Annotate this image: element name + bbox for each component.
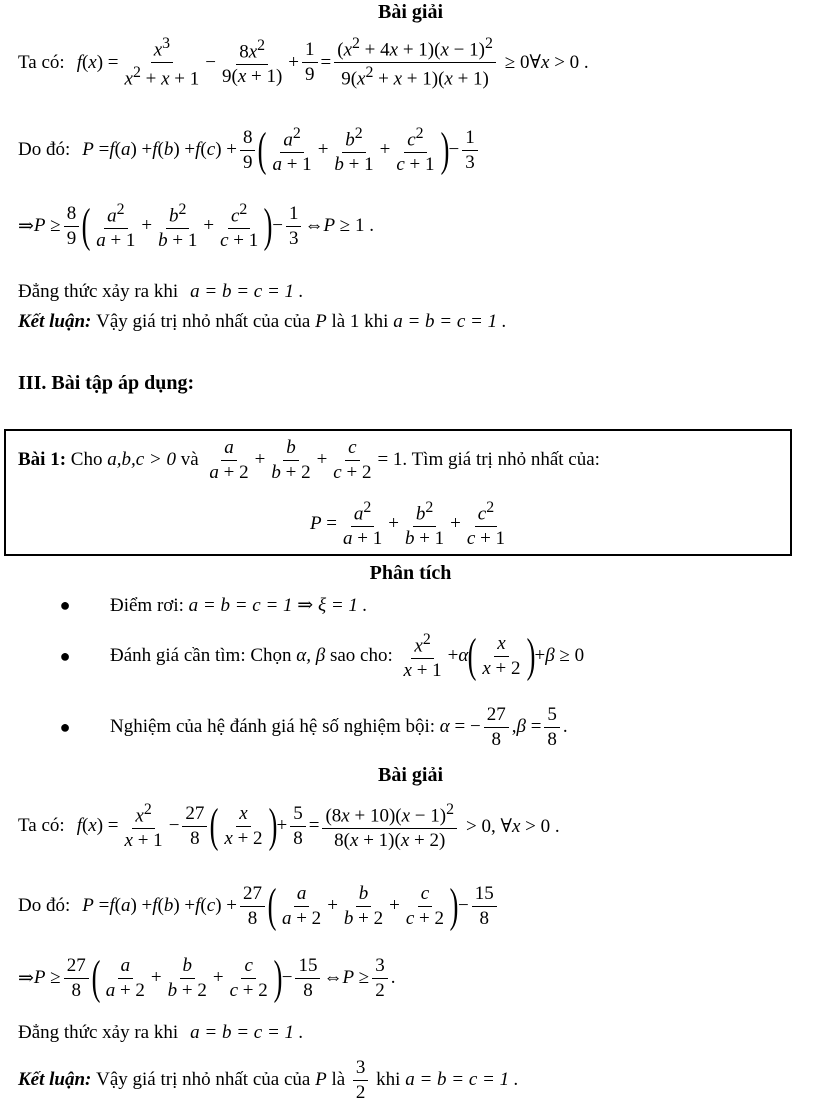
bullet-3: ● Nghiệm của hệ đánh giá hệ số nghiệm bội: α = − 27 8 , β = 5 8 . [20, 703, 821, 752]
bullet-2: ● Đánh giá cần tìm: Chọn α, β sao cho: $x^2$ x + 1 + α ( x x + 2 ) + β ≥ 0 [20, 630, 821, 683]
solution-heading-2: Bài giải [377, 764, 443, 786]
section-heading: III. Bài tập áp dụng: [18, 372, 195, 394]
bullet-dot: ● [59, 595, 71, 615]
problem-statement: Bài 1: Cho a,b,c > 0 và a a + 2 + b b + 2 + c c + 2 = 1 . Tìm giá trị nhỏ nhất của: [18, 437, 600, 483]
sol2-conclusion: Kết luận: Vậy giá trị nhỏ nhất của của P là 3 2 khi a = b = c = 1 . [18, 1057, 519, 1103]
sol1-inequality-line: ⇒ P ≥ 8 9 ( $a^2$ a + 1 + $b^2$ b + 1 + $c^2$ c + 1 ) − 1 3 ⇔ P ≥ 1 . [18, 199, 374, 253]
bullet-dot: ● [59, 645, 71, 666]
sol2-sum-line: Do đó: P = f ( a ) + f ( b ) + f ( c ) + 27 8 ( a a + 2 + b b + 2 + c c + 2 ) − 15 8 [18, 882, 821, 931]
sol1-conclusion: Kết luận: Vậy giá trị nhỏ nhất của của P là 1 khi a = b = c = 1 . [18, 311, 507, 332]
sol1-function-line: Ta có: f ( x ) = $x^3$ $x^2 + x + 1$ − $8x^2$ 9(x + 1) + 1 9 = $\frac{(x^2 + 4x + 1)(x - 1)^2}{9(x^2 + x + 1)(x + 1)}$ ≥ 0∀x > 0 . [18, 35, 589, 90]
sol2-inequality-line: ⇒ P ≥ 27 8 ( a a + 2 + b b + 2 + c c + 2 ) − 15 8 ⇔ P ≥ 3 2 . [18, 951, 396, 1005]
problem-expression: P = $a^2$ a + 1 + $b^2$ b + 1 + $c^2$ c + 1 [309, 499, 506, 550]
sol2-equality: Đẳng thức xảy ra khi a = b = c = 1 . [18, 1022, 304, 1043]
sol2-function-line: Ta có: f ( x ) = $x^2$ x + 1 − 27 8 ( x x + 2 ) + 5 8 = $(8x + 10)(x - 1)^2$ 8(x + 1)(x + 2) > 0, ∀x > 0 . [18, 799, 560, 853]
bullet-dot: ● [59, 716, 71, 737]
analysis-heading: Phân tích [369, 562, 452, 584]
sol1-sum-line: Do đó: P = f ( a ) + f ( b ) + f ( c ) + 8 9 ( $a^2$ a + 1 + $b^2$ b + 1 + $c^2$ c + 1 ) − 1 3 [18, 124, 821, 177]
bullet-1: ● Điểm rơi: a = b = c = 1 ⇒ ξ = 1 . [20, 594, 821, 617]
solution-heading-1: Bài giải [377, 0, 443, 23]
sol1-equality: Đẳng thức xảy ra khi a = b = c = 1 . [18, 281, 304, 302]
